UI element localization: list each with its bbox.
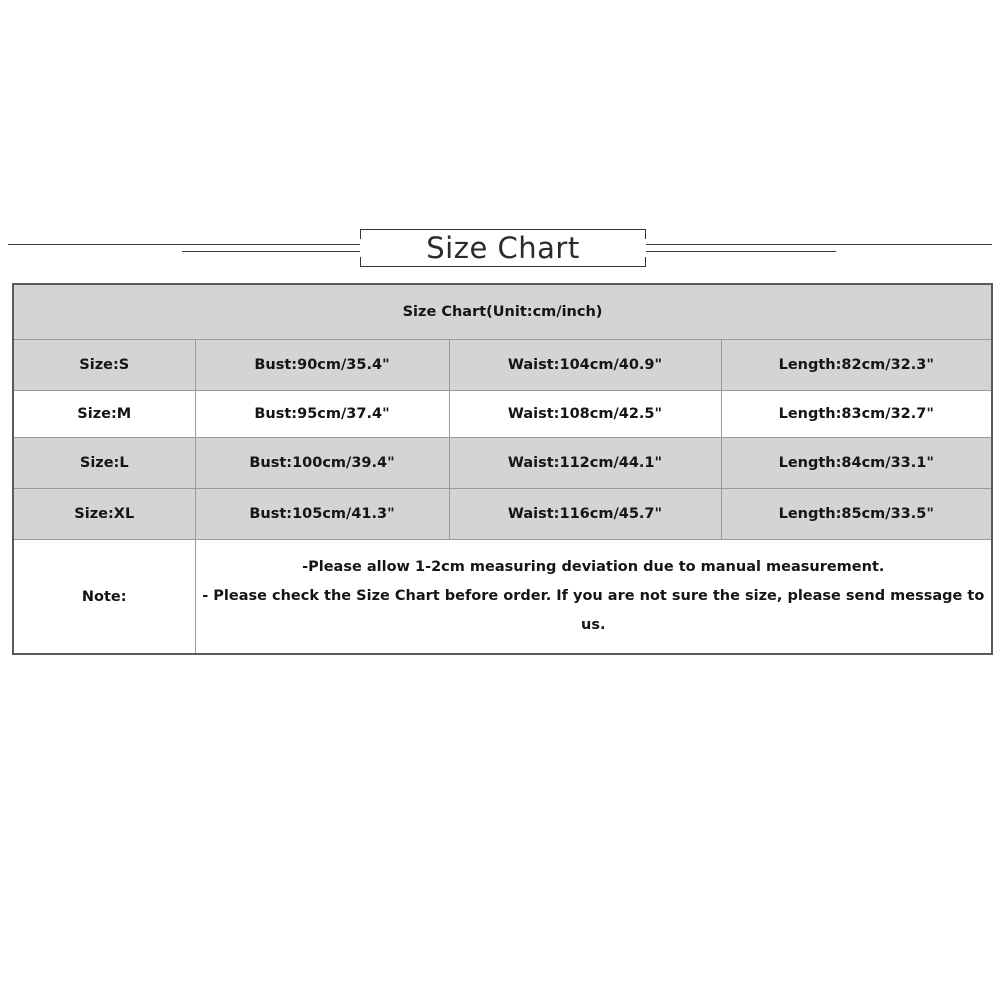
length-cell: Length:83cm/32.7" xyxy=(721,391,992,438)
page-title: Size Chart xyxy=(426,231,580,265)
bust-cell: Bust:95cm/37.4" xyxy=(195,391,449,438)
table-row xyxy=(13,391,992,438)
title-frame xyxy=(360,229,646,267)
size-cell: Size:L xyxy=(13,438,195,489)
table-row xyxy=(13,340,992,391)
waist-cell: Waist:104cm/40.9" xyxy=(449,340,721,391)
note-line-2: - Please check the Size Chart before order. If you are not sure the size, please send message to us. xyxy=(202,588,985,633)
length-cell: Length:84cm/33.1" xyxy=(721,438,992,489)
bust-cell: Bust:105cm/41.3" xyxy=(195,489,449,540)
waist-cell: Waist:112cm/44.1" xyxy=(449,438,721,489)
table-row xyxy=(13,489,992,540)
size-cell: Size:M xyxy=(13,391,195,438)
size-chart-table xyxy=(12,283,993,655)
waist-cell: Waist:108cm/42.5" xyxy=(449,391,721,438)
size-cell: Size:S xyxy=(13,340,195,391)
note-text xyxy=(195,540,992,655)
bust-cell: Bust:90cm/35.4" xyxy=(195,340,449,391)
length-cell: Length:85cm/33.5" xyxy=(721,489,992,540)
waist-cell: Waist:116cm/45.7" xyxy=(449,489,721,540)
note-label: Note: xyxy=(13,540,195,655)
note-row xyxy=(13,540,992,655)
table-header: Size Chart(Unit:cm/inch) xyxy=(13,284,992,340)
bust-cell: Bust:100cm/39.4" xyxy=(195,438,449,489)
table-header-row xyxy=(13,284,992,340)
size-cell: Size:XL xyxy=(13,489,195,540)
note-line-1: -Please allow 1-2cm measuring deviation due to manual measurement. xyxy=(302,559,885,575)
table-row xyxy=(13,438,992,489)
length-cell: Length:82cm/32.3" xyxy=(721,340,992,391)
